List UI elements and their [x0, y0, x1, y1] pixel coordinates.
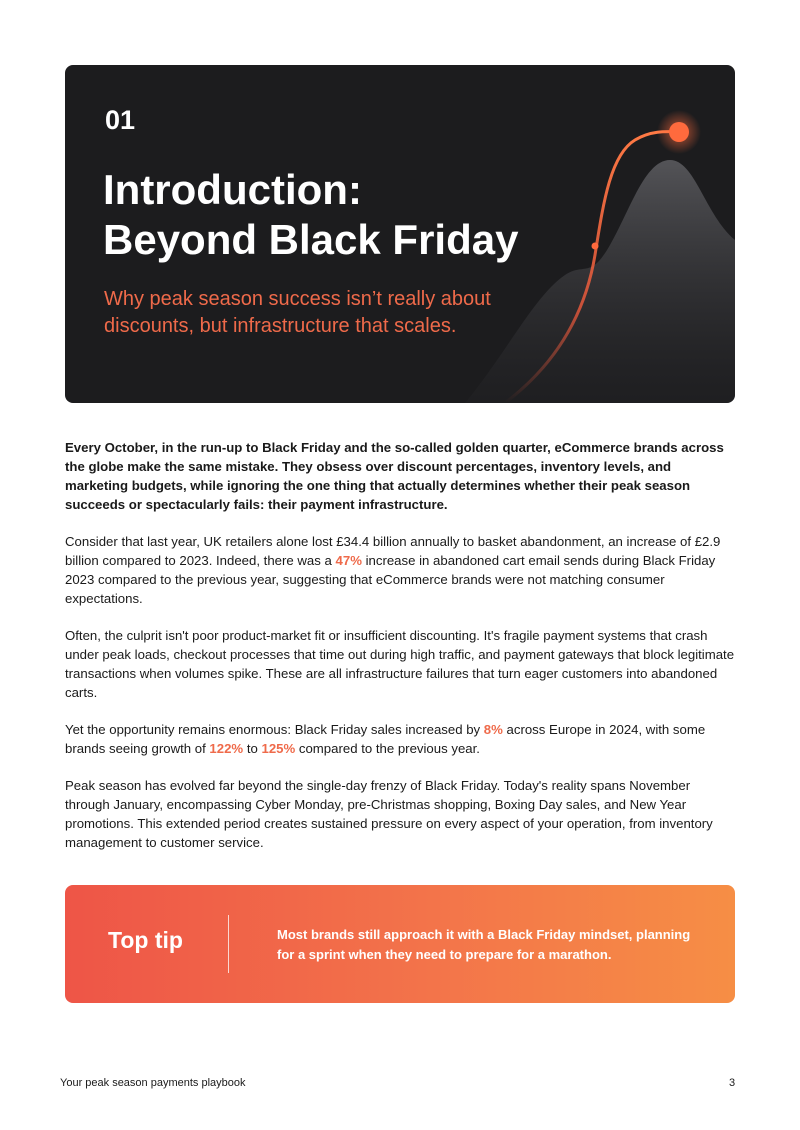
tip-divider [228, 915, 229, 973]
top-tip-callout [65, 885, 735, 1003]
paragraph-2-text-a: Consider that last year, UK retailers alone lost £34.4 billion annually to basket abandonment, an increase of £2.9 billion compared to 2023. Indeed, there was a [65, 534, 721, 568]
peak-dot [669, 122, 689, 142]
stat-highlight: 8% [483, 722, 503, 737]
paragraph-4-text-a: Yet the opportunity remains enormous: Black Friday sales increased by [65, 722, 484, 737]
tip-text: Most brands still approach it with a Black Friday mindset, planning for a sprint when they need to prepare for a marathon. [277, 927, 691, 962]
paragraph-2-text-b: increase in abandoned cart email sends during Black Friday 2023 compared to the previous year, suggesting that eCommerce brands were not matching consumer expectations. [65, 553, 716, 606]
tip-title: Top tip [108, 927, 183, 953]
body-content [65, 438, 737, 870]
stat-highlight: 122% [209, 741, 244, 756]
footer-document-title: Your peak season payments playbook [60, 1077, 246, 1089]
page-title [103, 165, 623, 265]
paragraph-5: Peak season has evolved far beyond the single-day frenzy of Black Friday. Today's reality spans November through January, encompassing Cyber Monday, pre-Christmas shopping, Boxing Day sales, and New Year promotions. This extended period creates sustained pressure on every aspect of your operation, from inventory management to customer service. [65, 778, 713, 850]
paragraph-4-text-c: to [243, 741, 262, 756]
title-line-2: Beyond Black Friday [103, 216, 519, 263]
paragraph-4 [65, 720, 737, 758]
paragraph-4-text-d: compared to the previous year. [295, 741, 480, 756]
stat-highlight: 47% [335, 553, 362, 568]
paragraph-2 [65, 532, 737, 608]
page-number: 3 [729, 1077, 736, 1089]
hero-subtitle: Why peak season success isn’t really about discounts, but infrastructure that scales. [104, 288, 491, 337]
lead-paragraph: Every October, in the run-up to Black Friday and the so-called golden quarter, eCommerce brands across the globe make the same mistake. They obsess over discount percentages, inventory levels, and marketing budgets, while ignoring the one thing that actually determines whether their peak season succeeds or spectacularly fails: their payment infrastructure. [65, 440, 724, 512]
paragraph-3: Often, the culprit isn't poor product-market fit or insufficient discounting. It's fragile payment systems that crash under peak loads, checkout processes that time out during high traffic, and payment gateways that block legitimate transactions when volumes spike. These are all infrastructure failures that turn eager customers into abandoned carts. [65, 628, 735, 700]
stat-highlight: 125% [261, 741, 296, 756]
hero-banner [65, 65, 735, 403]
title-line-1: Introduction: [103, 166, 362, 213]
paragraph-4-text-b: across Europe in 2024, with some brands seeing growth of [65, 722, 706, 756]
section-number: 01 [105, 105, 136, 135]
